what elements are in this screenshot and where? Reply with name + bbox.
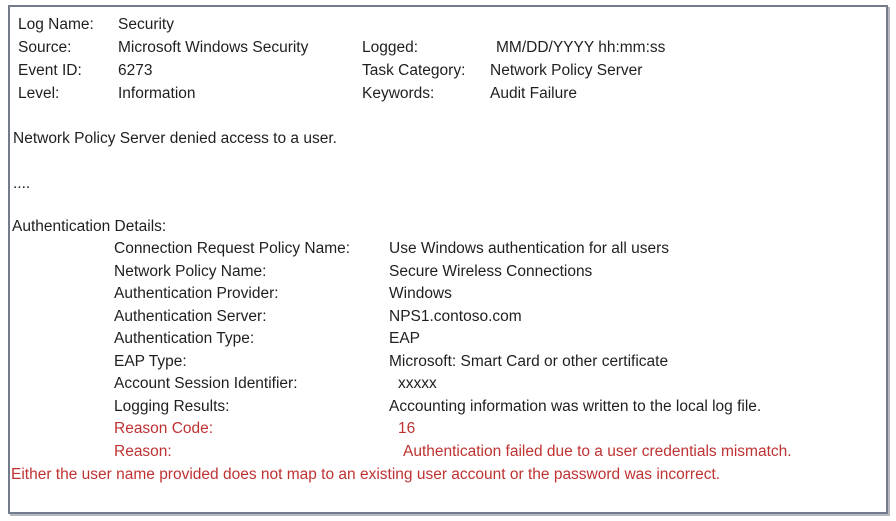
detail-value: Authentication failed due to a user credentials mismatch. [403,442,792,460]
detail-label: Authentication Type: [114,330,255,347]
field-label: Source: [18,39,72,56]
field-value: Security [118,16,174,33]
field-value: MM/DD/YYYY hh:mm:ss [496,39,666,56]
detail-value: Accounting information was written to the local log file. [389,397,762,415]
detail-value: 16 [398,420,416,437]
auth-detail-row [114,396,886,419]
field-value: 6273 [118,62,153,79]
field-label: Logged: [362,39,419,56]
auth-details-list [10,238,886,463]
detail-label: Account Session Identifier: [114,375,298,392]
field-value: Microsoft Windows Security [118,39,309,56]
event-log-panel [8,5,888,514]
detail-value: Use Windows authentication for all users [389,240,669,257]
detail-label: Reason Code: [114,420,214,437]
auth-detail-row-reason [114,441,886,464]
auth-detail-row [114,373,886,396]
event-header [10,13,886,105]
field-label: Task Category: [362,62,466,79]
detail-value: EAP [389,330,421,347]
detail-value: NPS1.contoso.com [389,307,522,325]
auth-detail-row [114,283,886,306]
event-header-row [18,59,886,82]
field-label: Log Name: [18,16,94,33]
detail-label: Authentication Provider: [114,285,279,302]
auth-detail-row [114,238,886,261]
detail-value: Microsoft: Smart Card or other certificate [389,352,669,370]
field-label: Event ID: [18,62,82,79]
detail-label: Connection Request Policy Name: [114,240,351,257]
field-label: Level: [18,85,60,102]
detail-value: Secure Wireless Connections [389,262,593,280]
field-value: Audit Failure [490,85,578,102]
failure-explanation-note: Either the user name provided does not map to an existing user account or the password was incorrect. [11,466,721,483]
field-value: Information [118,85,196,102]
detail-label: Logging Results: [114,397,230,415]
event-header-row [18,36,886,59]
field-label: Keywords: [362,85,435,102]
detail-value: xxxxx [398,375,437,392]
auth-detail-row [114,328,886,351]
field-value [490,13,886,36]
auth-detail-row-reason-code [114,418,886,441]
ellipsis-text: .... [13,175,31,192]
detail-label: EAP Type: [114,352,187,370]
detail-label: Network Policy Name: [114,262,267,280]
event-description: Network Policy Server denied access to a user. [13,130,337,147]
auth-details-title: Authentication Details: [12,218,167,235]
auth-detail-row [114,351,886,374]
detail-label: Authentication Server: [114,307,267,325]
auth-detail-row [114,261,886,284]
auth-detail-row [114,306,886,329]
detail-label: Reason: [114,442,172,460]
detail-value: Windows [389,285,452,302]
field-label [362,13,490,36]
field-value: Network Policy Server [490,62,643,79]
event-header-row [18,82,886,105]
event-header-row [18,13,886,36]
